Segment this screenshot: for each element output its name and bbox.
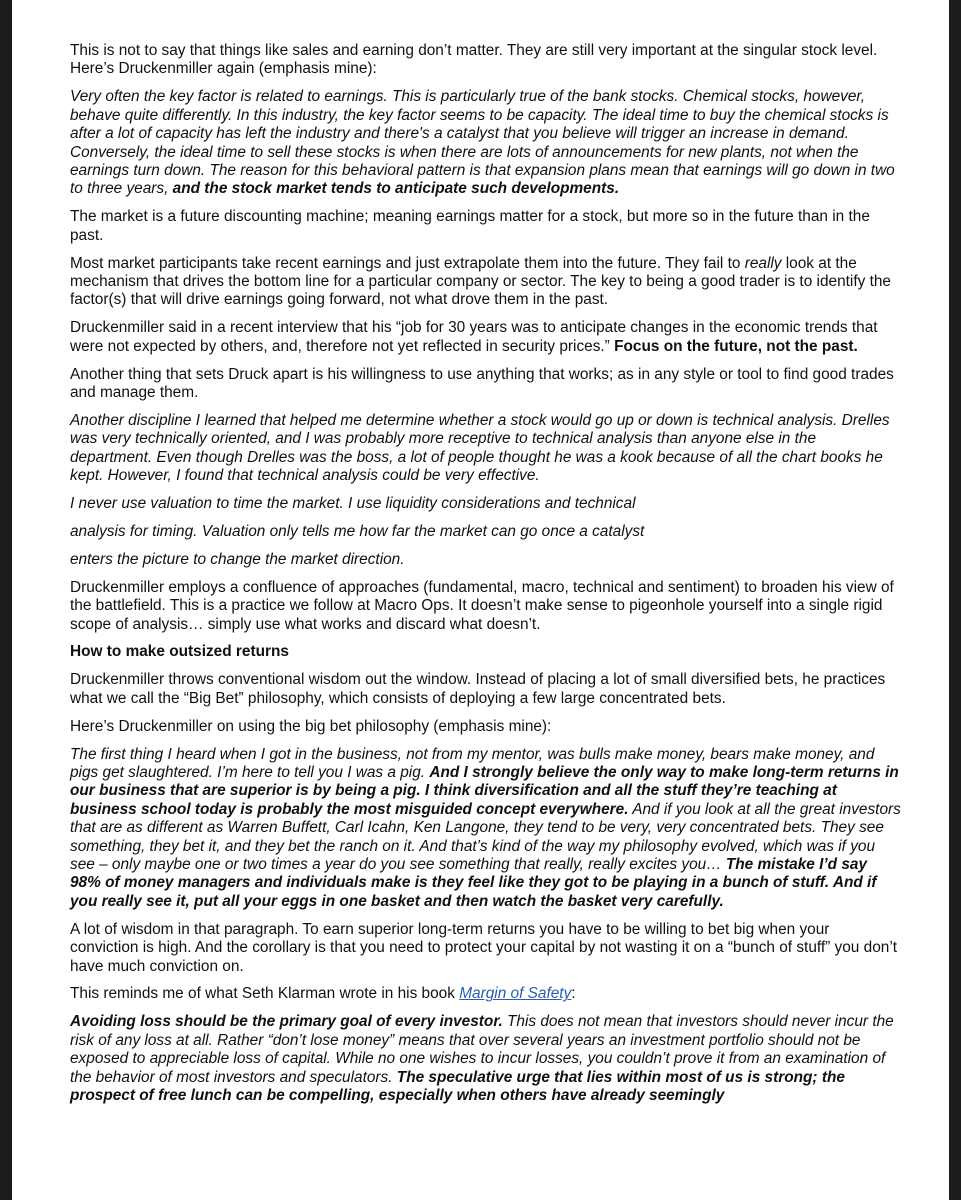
text-run: A lot of wisdom in that paragraph. To earn superior long-term returns you have to be willing to bet big when your conviction is high. And the corollary is that you need to protect your capital by not wasting it on a “bunch of stuff” you don’t have much conviction on. bbox=[70, 920, 898, 975]
paragraph bbox=[70, 42, 902, 79]
text-run: This does not mean that investors should never incur the risk of any loss at all. Rather “don’t lose money” means that over several years an investment portfolio should not be exposed to appreciable loss of capital. While no one wishes to incur losses, you couldn’t prove it from an examination of the behavior of most investors and speculators. bbox=[70, 1013, 894, 1086]
text-run: look at the mechanism that drives the bottom line for a particular company or sector. The key to being a good trader is to identify the factor(s) that will drive earnings going forward, not what drove them in the past. bbox=[70, 254, 891, 309]
text-run: Avoiding loss should be the primary goal of every investor. bbox=[70, 1013, 503, 1031]
paragraph bbox=[70, 412, 902, 486]
book-link[interactable]: Margin of Safety bbox=[459, 985, 572, 1003]
paragraph bbox=[70, 1013, 902, 1105]
text-run: Druckenmiller employs a confluence of approaches (fundamental, macro, technical and sentiment) to broaden his view of the battlefield. This is a practice we follow at Macro Ops. It doesn’t make sense to pigeonhole yourself into a single rigid scope of analysis… simply use what works and discard what doesn’t. bbox=[70, 578, 894, 633]
document-page bbox=[12, 0, 949, 1200]
paragraph bbox=[70, 985, 902, 1003]
text-run: Very often the key factor is related to earnings. This is particularly true of the bank stocks. Chemical stocks, however, behave quite differently. In this industry, the key factor seems to be capacity. The ideal time to buy the chemical stocks is after a lot of capacity has left the industry and there's a catalyst that you believe will trigger an increase in demand. Conversely, the ideal time to sell these stocks is when there are lots of announcements for new plants, not when the earnings turn down. The reason for this behavioral pattern is that expansion plans mean that earnings will go down in two to three years, bbox=[70, 88, 895, 198]
paragraph bbox=[70, 671, 902, 708]
text-run: Another discipline I learned that helped me determine whether a stock would go up or down is technical analysis. Drelles was very technically oriented, and I was probably more receptive to technical analysis than anyone else in the department. Even though Drelles was the boss, a lot of people thought he was a kook because of all the chart books he kept. However, I found that technical analysis could be very effective. bbox=[70, 411, 890, 485]
text-run: How to make outsized returns bbox=[70, 643, 289, 661]
paragraph bbox=[70, 921, 902, 976]
paragraph bbox=[70, 746, 902, 912]
text-run: This reminds me of what Seth Klarman wrote in his book bbox=[70, 985, 460, 1003]
text-run: Another thing that sets Druck apart is his willingness to use anything that works; as in any style or tool to find good trades and manage them. bbox=[70, 365, 894, 401]
text-run: Most market participants take recent earnings and just extrapolate them into the future. They fail to bbox=[70, 254, 745, 272]
text-run: : bbox=[571, 985, 576, 1003]
text-run: I never use valuation to time the market. I use liquidity considerations and technical bbox=[70, 495, 636, 513]
text-run: And if you look at all the great investors that are as different as Warren Buffett, Carl Icahn, Ken Langone, they tend to be very, very concentrated bets. They see something, they bet it, and they bet the ranch on it. And that’s kind of the way my philosophy evolved, which was if you see – only maybe one or two times a year do you see something that really, really excites you… bbox=[70, 800, 901, 874]
text-run: Here’s Druckenmiller on using the big bet philosophy (emphasis mine): bbox=[70, 717, 552, 735]
text-run: This is not to say that things like sales and earning don’t matter. They are still very important at the singular stock level. Here’s Druckenmiller again (emphasis mine): bbox=[70, 42, 878, 78]
paragraph bbox=[70, 551, 902, 569]
paragraph bbox=[70, 579, 902, 634]
text-run: The mistake I’d say 98% of money managers and individuals make is they feel like they got to be playing in a bunch of stuff. And if you really see it, put all your eggs in one basket and then watch the basket very carefully. bbox=[70, 856, 877, 910]
document-body bbox=[70, 42, 902, 1115]
section-heading bbox=[70, 643, 902, 661]
text-run: The first thing I heard when I got in the business, not from my mentor, was bulls make money, bears make money, and pigs get slaughtered. I’m here to tell you I was a pig. bbox=[70, 745, 875, 781]
text-run: really bbox=[744, 254, 782, 272]
text-run: The speculative urge that lies within most of us is strong; the prospect of free lunch can be compelling, especially when others have already seemingly bbox=[70, 1068, 845, 1104]
paragraph bbox=[70, 208, 902, 245]
paragraph bbox=[70, 523, 902, 541]
text-run: Druckenmiller said in a recent interview that his “job for 30 years was to anticipate changes in the economic trends that were not expected by others, and, therefore not yet reflected in security prices.” bbox=[70, 319, 878, 355]
paragraph bbox=[70, 366, 902, 403]
text-run: And I strongly believe the only way to make long-term returns in our business that are superior is by being a pig. I think diversification and all the stuff they’re teaching at business school today is probably the most misguided concept everywhere. bbox=[70, 764, 899, 818]
text-run: analysis for timing. Valuation only tells me how far the market can go once a catalyst bbox=[70, 522, 645, 540]
paragraph bbox=[70, 319, 902, 356]
text-run: Focus on the future, not the past. bbox=[614, 337, 858, 355]
text-run: enters the picture to change the market direction. bbox=[70, 550, 405, 568]
text-run: and the stock market tends to anticipate such developments. bbox=[172, 180, 620, 198]
paragraph bbox=[70, 255, 902, 310]
text-run: The market is a future discounting machine; meaning earnings matter for a stock, but more so in the future than in the past. bbox=[70, 208, 870, 244]
paragraph bbox=[70, 495, 902, 513]
paragraph bbox=[70, 88, 902, 198]
text-run: Druckenmiller throws conventional wisdom out the window. Instead of placing a lot of small diversified bets, he practices what we call the “Big Bet” philosophy, which consists of deploying a few large concentrated bets. bbox=[70, 671, 886, 707]
paragraph bbox=[70, 718, 902, 736]
